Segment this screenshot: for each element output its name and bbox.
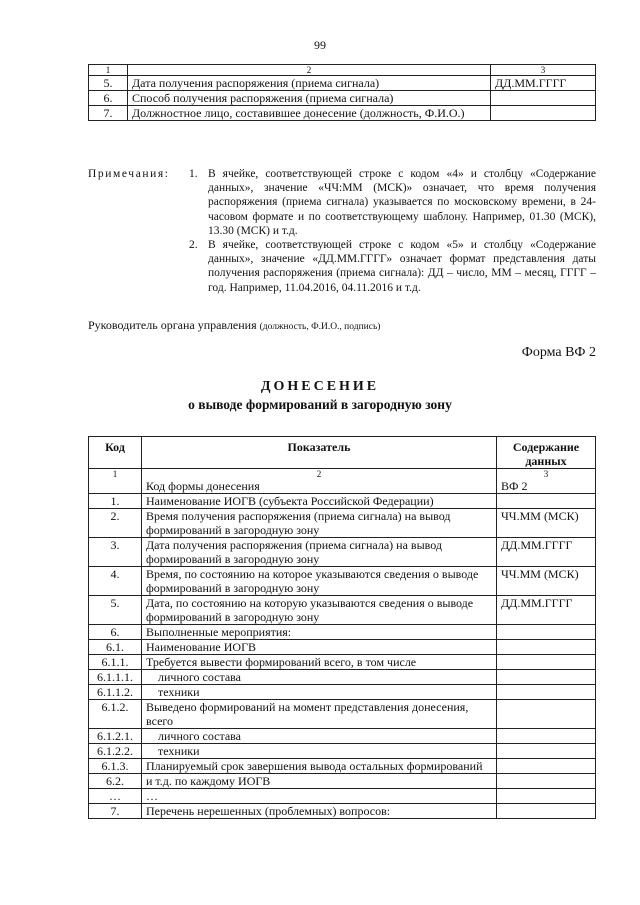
row-indicator: Время получения распоряжения (приема сигнала) на вывод формирований в загородную зону bbox=[142, 509, 497, 538]
row-content bbox=[497, 700, 596, 729]
row-content bbox=[497, 759, 596, 774]
row-code: 5. bbox=[89, 76, 128, 91]
note-number: 2. bbox=[189, 239, 198, 251]
row-indicator: Выведено формирований на момент представления донесения, всего bbox=[142, 700, 497, 729]
column-number-row bbox=[89, 65, 596, 76]
row-code bbox=[89, 479, 142, 494]
row-code: 6.1.1.1. bbox=[89, 670, 142, 685]
table-row bbox=[89, 789, 596, 804]
row-code: 6. bbox=[89, 91, 128, 106]
row-indicator: Планируемый срок завершения вывода остальных формирований bbox=[142, 759, 497, 774]
note-number: 1. bbox=[189, 168, 198, 180]
row-indicator: Дата, по состоянию на которую указываются сведения о выводе формирований в загородную зону bbox=[142, 596, 497, 625]
signature-label: Руководитель органа управления bbox=[88, 318, 257, 332]
row-code: 6.1.1.2. bbox=[89, 685, 142, 700]
row-content: ДД.ММ.ГГГГ bbox=[497, 596, 596, 625]
row-code: 1. bbox=[89, 494, 142, 509]
table-row bbox=[89, 700, 596, 729]
col-number-3: 3 bbox=[491, 65, 596, 76]
signature-line bbox=[88, 318, 380, 333]
row-content: ДД.ММ.ГГГГ bbox=[497, 538, 596, 567]
table-row bbox=[89, 729, 596, 744]
row-code: 5. bbox=[89, 596, 142, 625]
table-row bbox=[89, 509, 596, 538]
table-row bbox=[89, 670, 596, 685]
notes-label: Примечания: bbox=[88, 168, 170, 180]
row-code: 7. bbox=[89, 804, 142, 819]
row-indicator: и т.д. по каждому ИОГВ bbox=[142, 774, 497, 789]
row-code: 6. bbox=[89, 625, 142, 640]
col-number-1: 1 bbox=[89, 65, 128, 76]
table-row bbox=[89, 774, 596, 789]
col-number-3: 3 bbox=[497, 469, 596, 480]
row-code: 6.1.3. bbox=[89, 759, 142, 774]
row-content bbox=[497, 804, 596, 819]
row-content: ЧЧ.ММ (МСК) bbox=[497, 509, 596, 538]
row-content bbox=[497, 494, 596, 509]
row-code: 6.1.2.1. bbox=[89, 729, 142, 744]
row-content: ДД.ММ.ГГГГ bbox=[491, 76, 596, 91]
row-content: ЧЧ.ММ (МСК) bbox=[497, 567, 596, 596]
header-indicator: Показатель bbox=[142, 437, 497, 469]
document-subtitle: о выводе формирований в загородную зону bbox=[188, 397, 452, 412]
table-row bbox=[89, 640, 596, 655]
row-code: 2. bbox=[89, 509, 142, 538]
table-row bbox=[89, 91, 596, 106]
table-row bbox=[89, 759, 596, 774]
row-indicator: Перечень нерешенных (проблемных) вопросов: bbox=[142, 804, 497, 819]
row-code: 6.1.2.2. bbox=[89, 744, 142, 759]
table-row bbox=[89, 596, 596, 625]
column-number-row bbox=[89, 469, 596, 480]
page-number: 99 bbox=[314, 38, 326, 52]
row-indicator: Время, по состоянию на которое указываются сведения о выводе формирований в загородную зону bbox=[142, 567, 497, 596]
continued-table bbox=[88, 64, 596, 121]
row-indicator: Способ получения распоряжения (приема сигнала) bbox=[128, 91, 491, 106]
row-indicator: техники bbox=[142, 744, 497, 759]
row-indicator: Должностное лицо, составившее донесение (должность, Ф.И.О.) bbox=[128, 106, 491, 121]
row-indicator: Наименование ИОГВ bbox=[142, 640, 497, 655]
table-row bbox=[89, 76, 596, 91]
row-indicator: Наименование ИОГВ (субъекта Российской Федерации) bbox=[142, 494, 497, 509]
row-content bbox=[497, 655, 596, 670]
table-row bbox=[89, 538, 596, 567]
table-row bbox=[89, 625, 596, 640]
row-code: 6.1.2. bbox=[89, 700, 142, 729]
document-title: ДОНЕСЕНИЕ bbox=[260, 379, 380, 394]
header-code: Код bbox=[89, 437, 142, 469]
form-code: Форма ВФ 2 bbox=[521, 345, 596, 360]
row-indicator: Дата получения распоряжения (приема сигнала) bbox=[128, 76, 491, 91]
note-item bbox=[189, 167, 596, 238]
row-content bbox=[497, 685, 596, 700]
table-row bbox=[89, 567, 596, 596]
table-row bbox=[89, 494, 596, 509]
row-indicator: Требуется вывести формирований всего, в том числе bbox=[142, 655, 497, 670]
table-row bbox=[89, 106, 596, 121]
note-text: В ячейке, соответствующей строке с кодом «4» и столбцу «Содержание данных», значение «ЧЧ:ММ (МСК)» означает, что время получения распоряжения (приема сигнала) указывается по московскому времени, в 24-часовом формате и по соответствующему шаблону. Например, 01.30 (МСК), 13.30 (МСК) и т.д. bbox=[208, 168, 596, 237]
row-content bbox=[497, 789, 596, 804]
row-code: 6.2. bbox=[89, 774, 142, 789]
note-text: В ячейке, соответствующей строке с кодом «5» и столбцу «Содержание данных», значение «ДД.ММ.ГГГГ» означает формат представления даты получения распоряжения (приема сигнала): ДД – число, ММ – месяц, ГГГГ – год. Например, 11.04.2016, 04.11.2016 и т.д. bbox=[208, 239, 596, 294]
row-indicator: техники bbox=[142, 685, 497, 700]
table-row bbox=[89, 479, 596, 494]
table-header-row bbox=[89, 437, 596, 469]
row-code: 4. bbox=[89, 567, 142, 596]
row-code: 6.1.1. bbox=[89, 655, 142, 670]
row-content bbox=[497, 640, 596, 655]
row-content bbox=[497, 774, 596, 789]
row-code: 7. bbox=[89, 106, 128, 121]
col-number-1: 1 bbox=[89, 469, 142, 480]
table-row bbox=[89, 744, 596, 759]
table-row bbox=[89, 655, 596, 670]
note-item bbox=[189, 238, 596, 295]
table-row bbox=[89, 804, 596, 819]
row-content bbox=[497, 744, 596, 759]
row-content bbox=[497, 729, 596, 744]
col-number-2: 2 bbox=[142, 469, 497, 480]
row-content: ВФ 2 bbox=[497, 479, 596, 494]
row-indicator: … bbox=[142, 789, 497, 804]
row-indicator: Дата получения распоряжения (приема сигнала) на вывод формирований в загородную зону bbox=[142, 538, 497, 567]
row-indicator: Выполненные мероприятия: bbox=[142, 625, 497, 640]
table-row bbox=[89, 685, 596, 700]
row-code: 3. bbox=[89, 538, 142, 567]
row-content bbox=[497, 625, 596, 640]
report-table bbox=[88, 436, 596, 819]
row-content bbox=[491, 91, 596, 106]
row-code: 6.1. bbox=[89, 640, 142, 655]
col-number-2: 2 bbox=[128, 65, 491, 76]
signature-hint: (должность, Ф.И.О., подпись) bbox=[259, 322, 381, 332]
row-content bbox=[497, 670, 596, 685]
row-content bbox=[491, 106, 596, 121]
row-indicator: личного состава bbox=[142, 670, 497, 685]
row-indicator: личного состава bbox=[142, 729, 497, 744]
row-indicator: Код формы донесения bbox=[142, 479, 497, 494]
header-content: Содержание данных bbox=[497, 437, 596, 469]
row-code: … bbox=[89, 789, 142, 804]
